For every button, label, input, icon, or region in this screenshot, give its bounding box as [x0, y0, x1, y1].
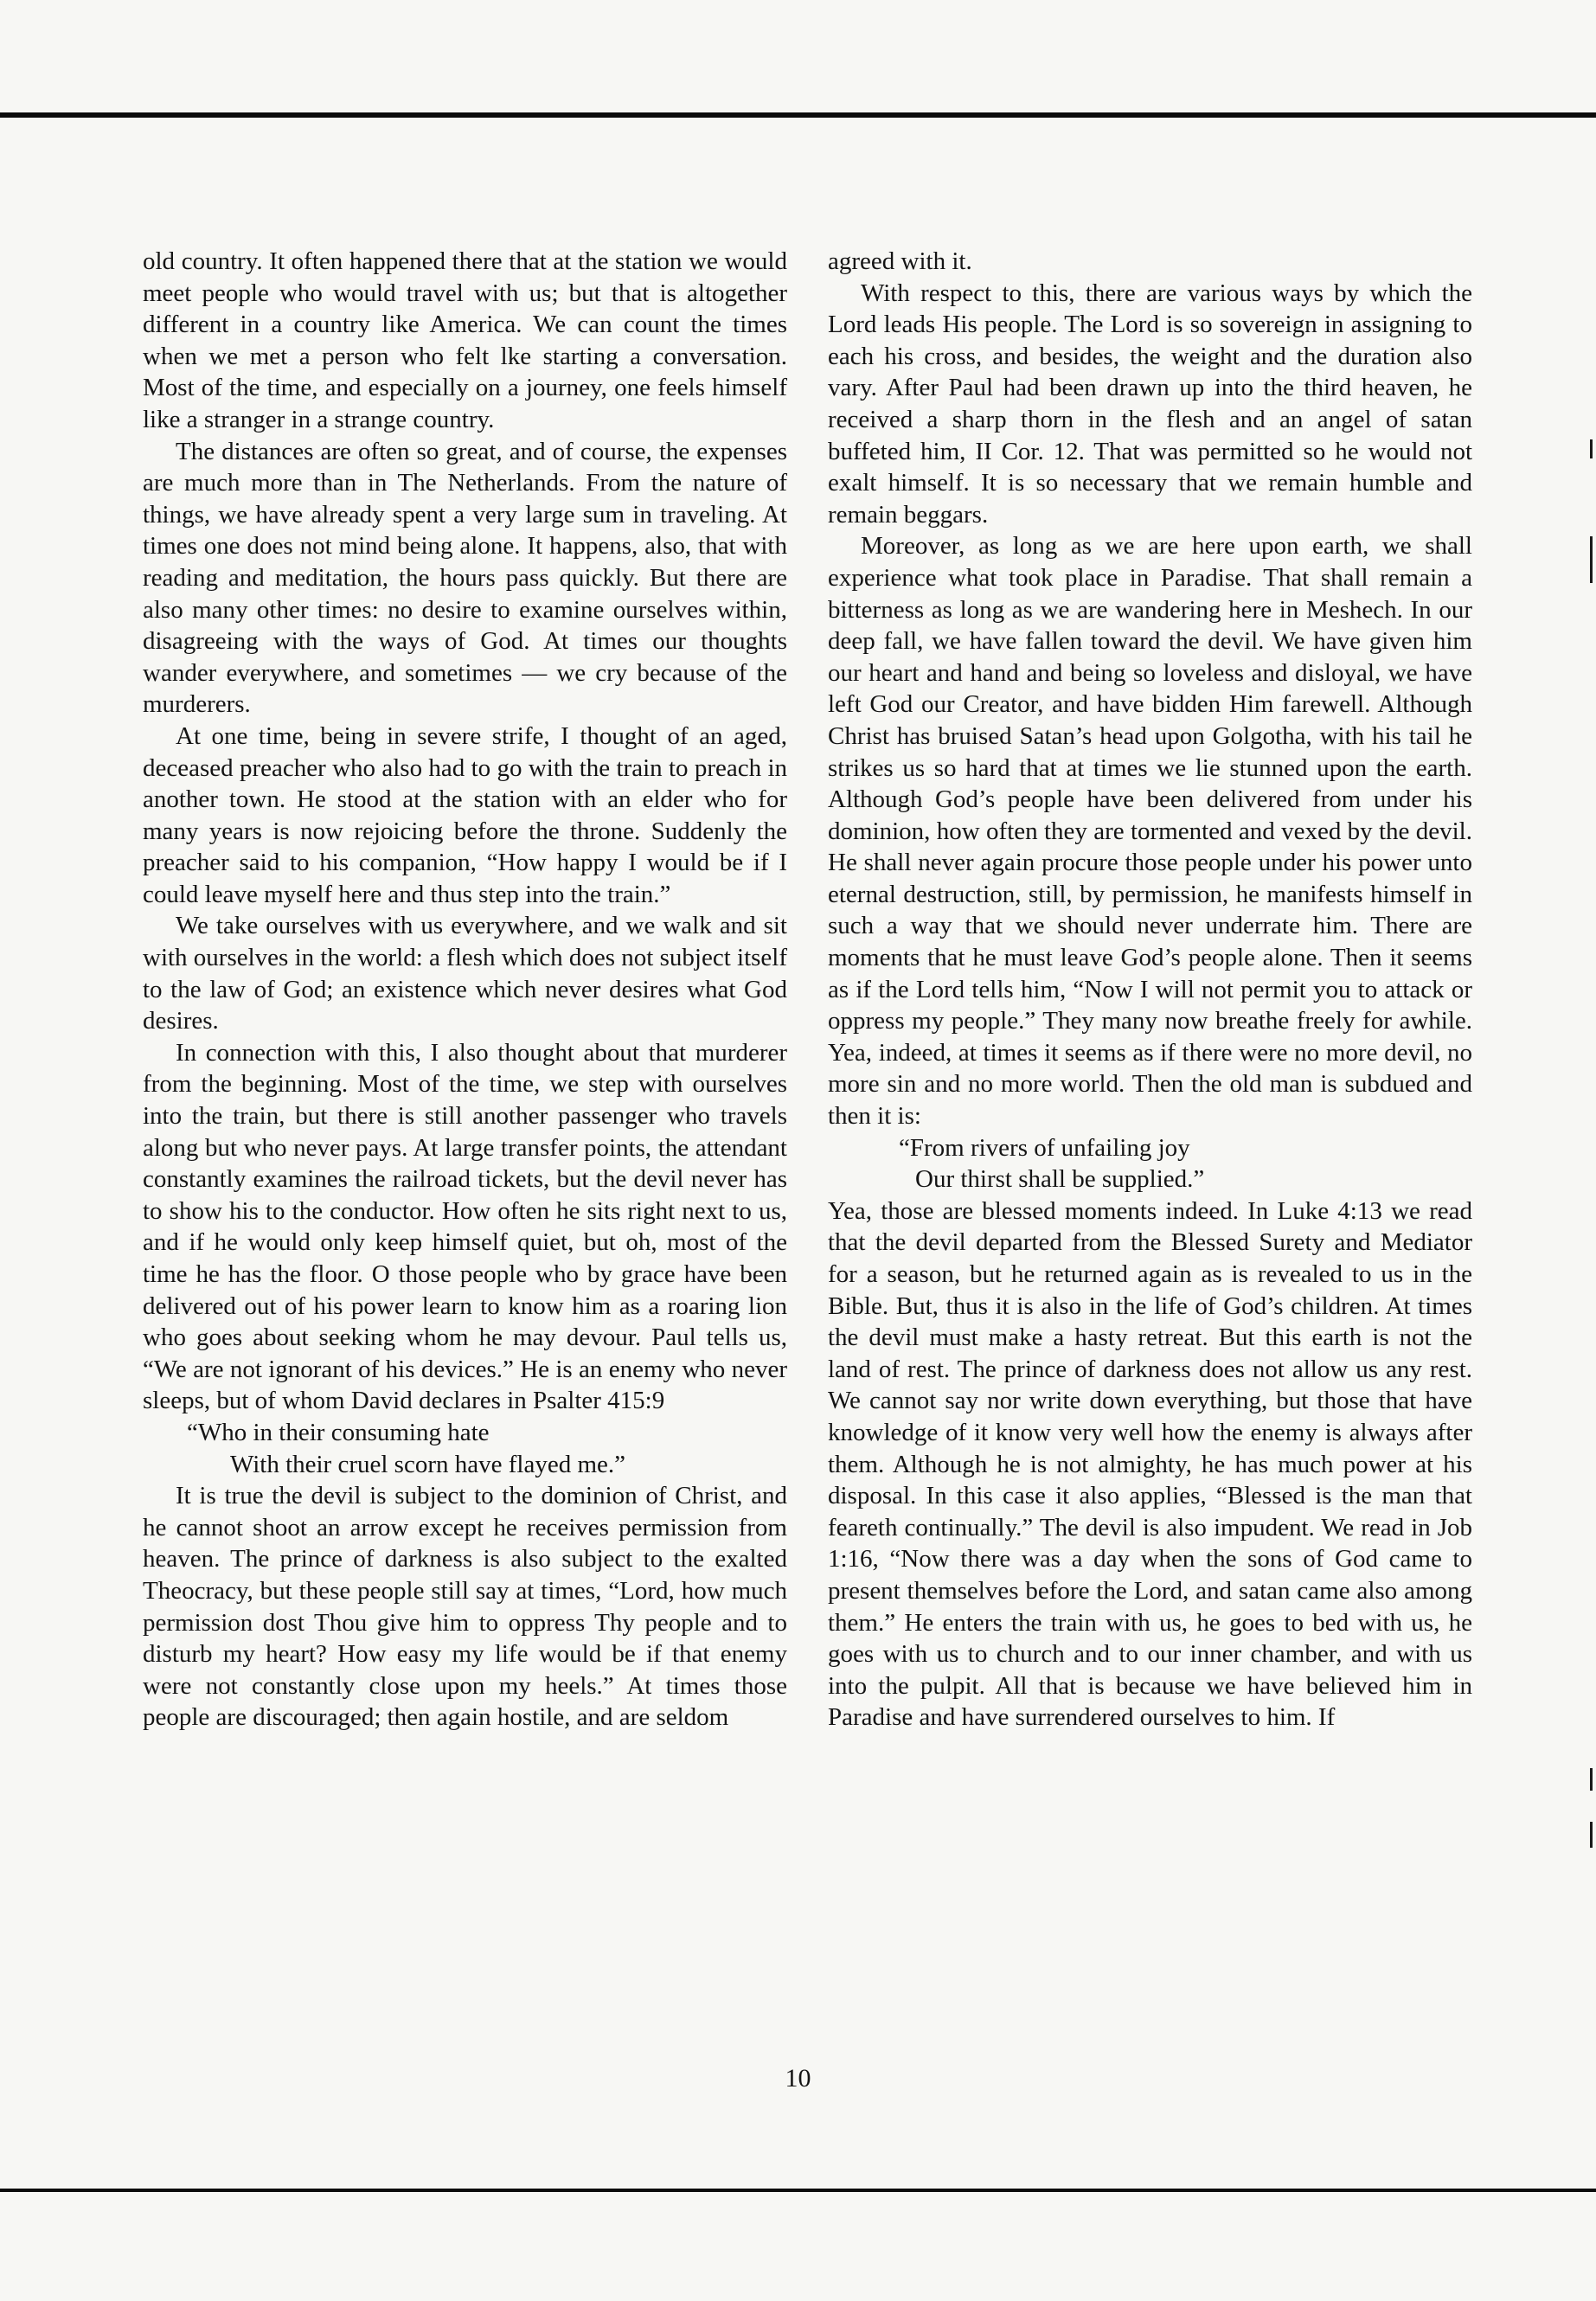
- verse-line: “Who in their consuming hate: [187, 1418, 490, 1446]
- paragraph: It is true the devil is subject to the dominion of Christ, and he cannot shoot an arrow except he receives permission from heaven. The prince of darkness is also subject to the exalted Theocracy, but these people still say at times, “Lord, how much permission dost Thou give him to oppress Thy people and to disturb my heart? How easy my life would be if that enemy were not constantly close upon my heels.” At times those people are discouraged; then again hostile, and are seldom: [143, 1482, 787, 1732]
- verse-line: With their cruel scorn have flayed me.”: [230, 1450, 625, 1478]
- paragraph: We take ourselves with us everywhere, and we walk and sit with ourselves in the world: a flesh which does not subject itself to the law of God; an existence which never desires what God desires.: [143, 912, 787, 1035]
- paragraph: At one time, being in severe strife, I thought of an aged, deceased preacher who also had to go with the train to preach in another town. He stood at the station with an elder who for many years is now rejoicing before the throne. Suddenly the preacher said to his companion, “How happy I would be if I could leave myself here and thus step into the train.”: [143, 721, 787, 908]
- paragraph: Yea, those are blessed moments indeed. In Luke 4:13 we read that the devil departed from the Blessed Surety and Mediator for a season, but he returned again as is revealed to us in the Bible. But, thus it is also in the life of God’s children. At times the devil must make a hasty retreat. But this earth is not the land of rest. The prince of darkness does not allow us any rest. We cannot say nor write down everything, but those that have knowledge of it know very well how the enemy is always after them. Although he is not almighty, he has much power at his disposal. In this case it also applies, “Blessed is the man that feareth continually.” The devil is also impudent. We read in Job 1:16, “Now there was a day when the sons of God came to present themselves before the Lord, and satan came also among them.” He enters the train with us, he goes to bed with us, he goes with us to church and to our inner chamber, and with us into the pulpit. All that is because we have believed him in Paradise and have surrendered ourselves to him. If: [828, 1196, 1472, 1732]
- left-column: [143, 246, 787, 1734]
- right-column: [828, 246, 1472, 1734]
- scan-mark: [1590, 536, 1593, 583]
- top-border-rule: [0, 112, 1596, 118]
- paragraph: Moreover, as long as we are here upon earth, we shall experience what took place in Paradise. That shall remain a bitterness as long as we are wandering here in Meshech. In our deep fall, we have fallen toward the devil. We have given him our heart and hand and being so loveless and disloyal, we have left God our Creator, and have bidden Him farewell. Although Christ has bruised Satan’s head upon Golgotha, with his tail he strikes us so hard that at times we lie stunned upon the earth. Although God’s people have been delivered from under his dominion, how often they are tormented and vexed by the devil. He shall never again procure those people under his power unto eternal destruction, still, by permission, he manifests himself in such a way that we should never underrate him. There are moments that he must leave God’s people alone. Then it seems as if the Lord tells him, “Now I will not permit you to attack or oppress my people.” They many now breathe freely for awhile. Yea, indeed, at times it seems as if there were no more devil, no more sin and no more world. Then the old man is subdued and then it is:: [828, 532, 1472, 1131]
- verse-line: Our thirst shall be supplied.”: [915, 1165, 1205, 1194]
- page-number: 10: [785, 2064, 811, 2093]
- paragraph: In connection with this, I also thought about that murderer from the beginning. Most of the time, we step with ourselves into the train, but there is still another passenger who travels along but who never pays. At large transfer points, the attendant constantly examines the railroad tickets, but the devil never has to show his to the conductor. How often he sits right next to us, and if he would only keep himself quiet, but oh, most of the time he has the floor. O those people who by grace have been delivered out of his power learn to know him as a roaring lion who goes about seeking whom he may devour. Paul tells us, “We are not ignorant of his devices.” He is an enemy who never sleeps, but of whom David declares in Psalter 415:9: [143, 1038, 787, 1415]
- paragraph: The distances are often so great, and of course, the expenses are much more than in The Netherlands. From the nature of things, we have already spent a very large sum in traveling. At times one does not mind being alone. It happens, also, that with reading and meditation, the hours pass quickly. But there are also many other times: no desire to examine ourselves within, disagreeing with the ways of God. At times our thoughts wander everywhere, and sometimes — we cry because of the murderers.: [143, 437, 787, 719]
- psalter-verse-quote: [828, 1132, 1472, 1195]
- verse-line: “From rivers of unfailing joy: [899, 1133, 1190, 1162]
- scan-mark: [1590, 1822, 1593, 1848]
- paragraph: agreed with it.: [828, 247, 972, 275]
- scan-mark: [1590, 1768, 1593, 1791]
- paragraph: With respect to this, there are various ways by which the Lord leads His people. The Lord is so sovereign in assigning to each his cross, and besides, the weight and the duration also vary. After Paul had been drawn up into the third heaven, he received a sharp thorn in the flesh and an angel of satan buffeted him, II Cor. 12. That was permitted so he would not exalt himself. It is so necessary that we remain humble and remain beggars.: [828, 279, 1472, 529]
- bottom-border-rule: [0, 2189, 1596, 2192]
- scan-mark: [1590, 439, 1593, 458]
- psalter-verse-quote: [143, 1417, 787, 1480]
- paragraph: old country. It often happened there that at the station we would meet people who would travel with us; but that is altogether different in a country like America. We can count the times when we met a person who felt lke starting a conversation. Most of the time, and especially on a journey, one feels himself like a stranger in a strange country.: [143, 247, 787, 433]
